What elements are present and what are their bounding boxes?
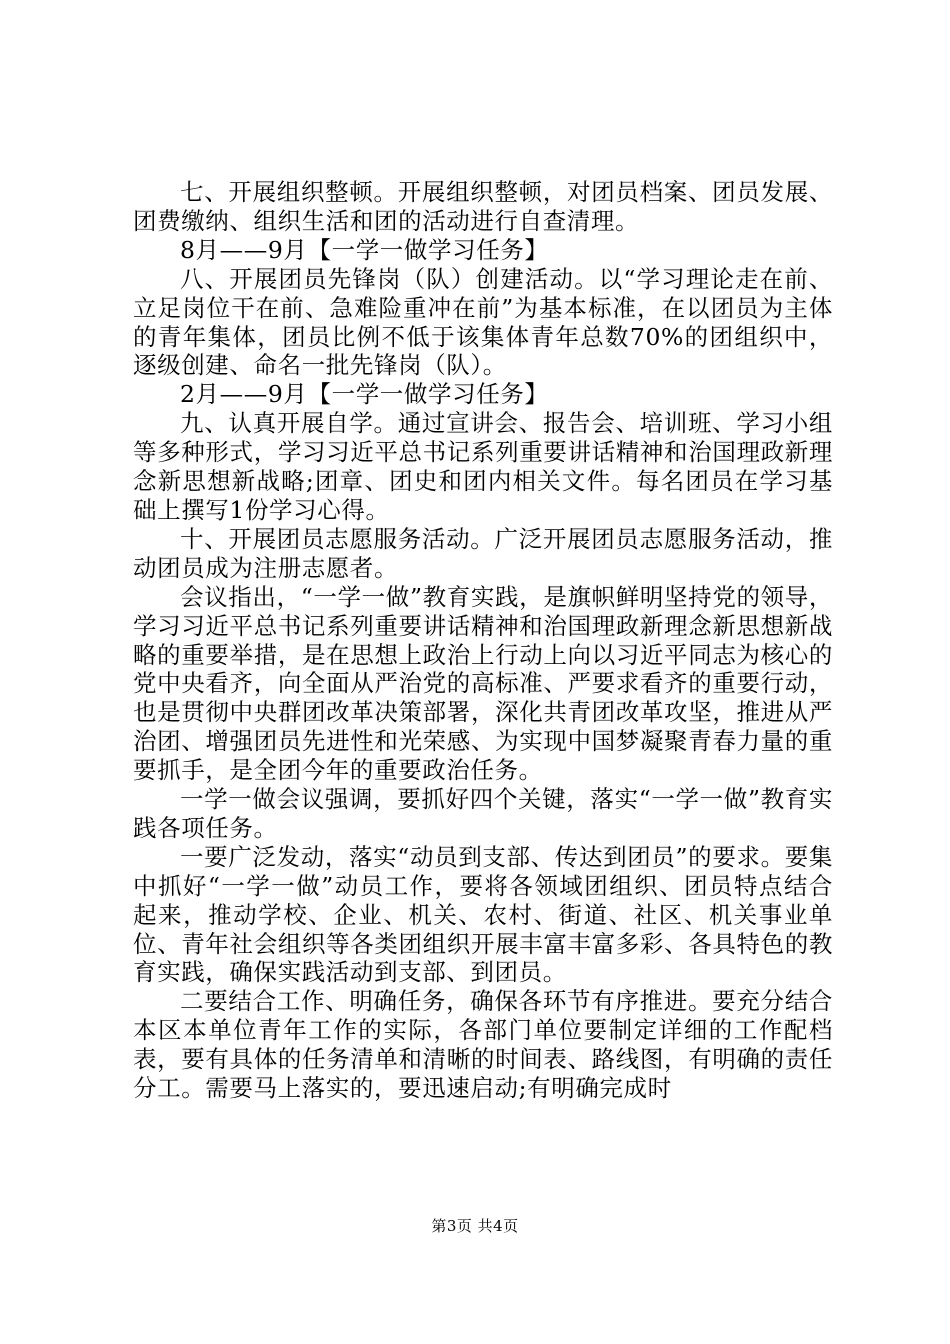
page-footer: 第3页 共4页 xyxy=(431,1217,519,1235)
paragraph-section-8: 八、开展团员先锋岗（队）创建活动。以“学习理论走在前、立足岗位干在前、急难险重冲在前”为基本标准，在以团员为主体的青年集体，团员比例不低于该集体青年总数70%的团组织中，逐级创建、命名一批先锋岗（队）。 xyxy=(133,264,833,380)
paragraph-meeting-emphasis: 一学一做会议强调，要抓好四个关键，落实“一学一做”教育实践各项任务。 xyxy=(133,785,833,842)
paragraph-schedule-feb-sep: 2月——9月【一学一做学习任务】 xyxy=(180,380,549,409)
paragraph-key-two: 二要结合工作、明确任务，确保各环节有序推进。要充分结合本区本单位青年工作的实际，各部门单位要制定详细的工作配档表，要有具体的任务清单和清晰的时间表、路线图，有明确的责任分工。需要马上落实的，要迅速启动;有明确完成时 xyxy=(133,987,833,1103)
paragraph-section-10: 十、开展团员志愿服务活动。广泛开展团员志愿服务活动，推动团员成为注册志愿者。 xyxy=(133,524,833,582)
paragraph-key-one: 一要广泛发动，落实“动员到支部、传达到团员”的要求。要集中抓好“一学一做”动员工作，要将各领域团组织、团员特点结合起来，推动学校、企业、机关、农村、街道、社区、机关事业单位、青年社会组织等各类团组织开展丰富丰富多彩、各具特色的教育实践，确保实践活动到支部、到团员。 xyxy=(133,842,833,987)
paragraph-section-7: 七、开展组织整顿。开展组织整顿，对团员档案、团员发展、团费缴纳、组织生活和团的活动进行自查清理。 xyxy=(133,178,833,235)
paragraph-schedule-aug-sep: 8月——9月【一学一做学习任务】 xyxy=(180,235,549,264)
document-body xyxy=(133,178,833,1103)
paragraph-section-9: 九、认真开展自学。通过宣讲会、报告会、培训班、学习小组等多种形式，学习习近平总书记系列重要讲话精神和治国理政新理念新思想新战略;团章、团史和团内相关文件。每名团员在学习基础上撰写1份学习心得。 xyxy=(133,409,833,524)
paragraph-meeting-points: 会议指出，“一学一做”教育实践，是旗帜鲜明坚持党的领导，学习习近平总书记系列重要讲话精神和治国理政新理念新思想新战略的重要举措，是在思想上政治上行动上向以习近平同志为核心的党中央看齐，向全面从严治党的高标准、严要求看齐的重要行动，也是贯彻中央群团改革决策部署，深化共青团改革攻坚，推进从严治团、增强团员先进性和光荣感、为实现中国梦凝聚青春力量的重要抓手，是全团今年的重要政治任务。 xyxy=(133,582,833,785)
